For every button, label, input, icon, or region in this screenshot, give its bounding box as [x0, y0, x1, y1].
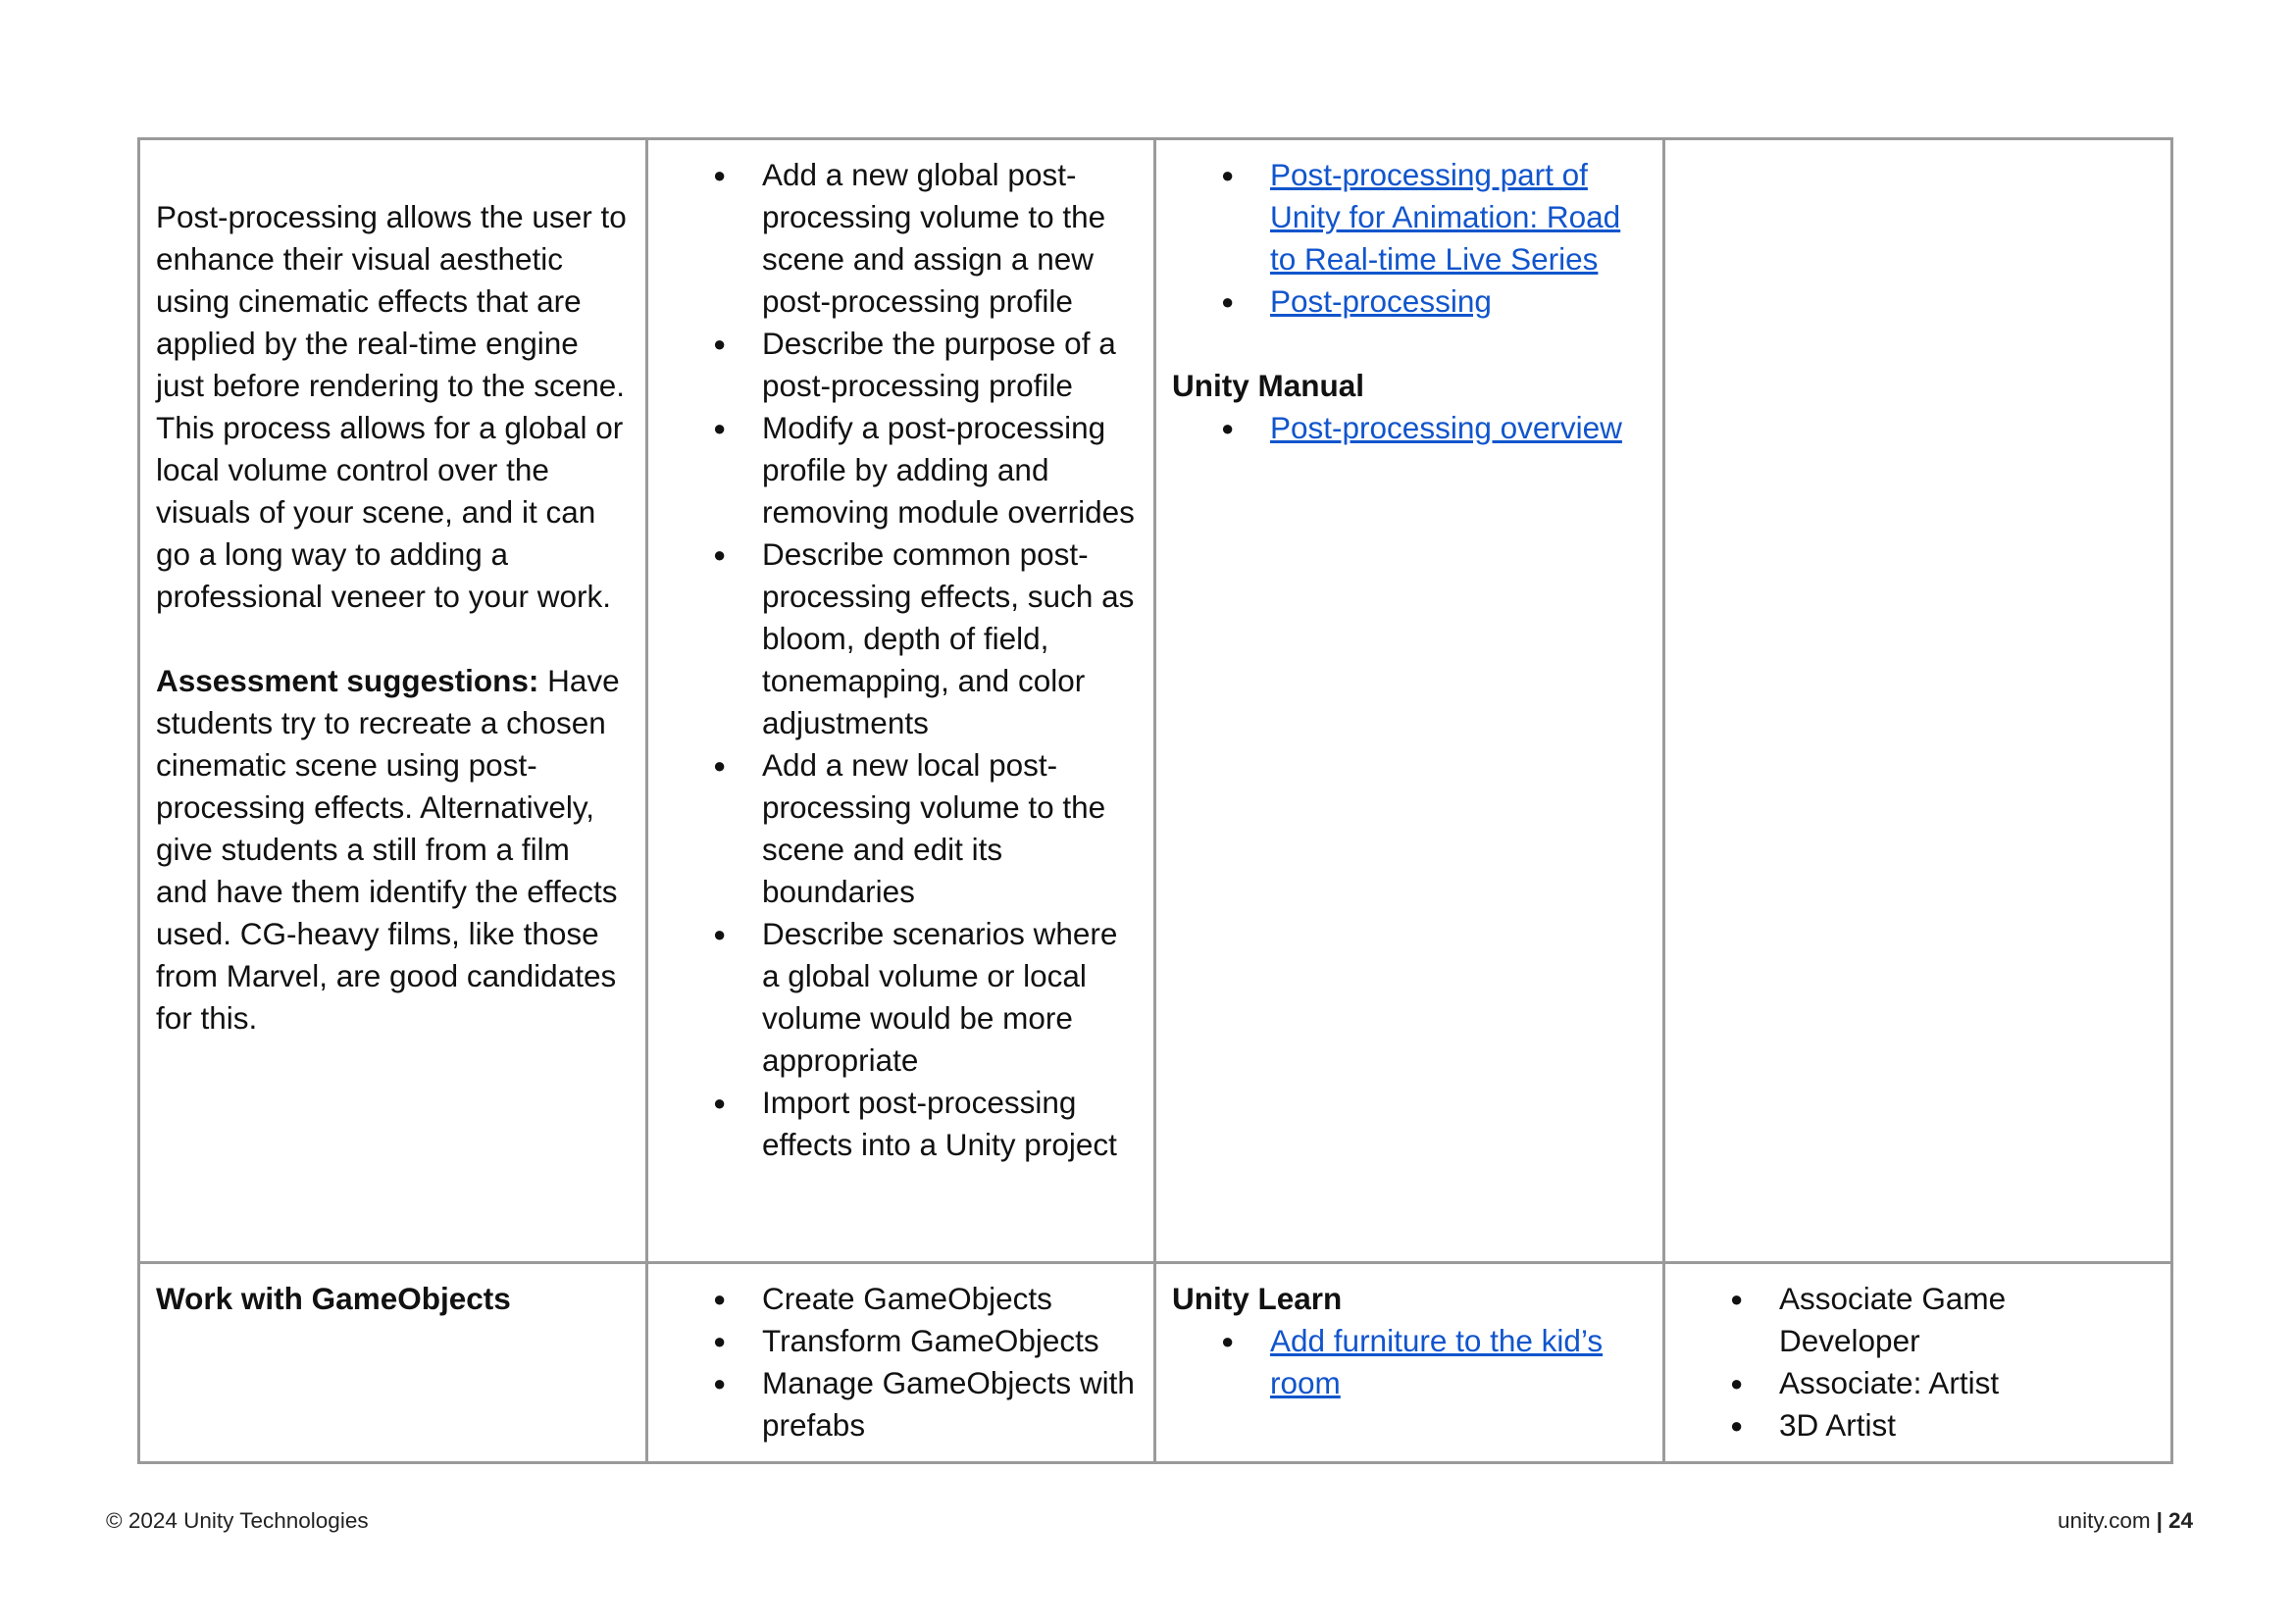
- bullet-icon: ●: [1221, 1329, 1235, 1353]
- list-item: ● Associate: Artist: [1681, 1362, 2155, 1404]
- footer-page-info: [2058, 1508, 2193, 1534]
- bullet-icon: ●: [1221, 416, 1235, 440]
- description-text: Post-processing allows the user to enhance their visual aesthetic using cinematic effects that are applied by the real-time engine just before rendering to the scene. This process allows for a global or local volume control over the visuals of your scene, and it can go a long way to adding a professional veneer to your work.: [156, 199, 627, 614]
- careers-cell: [1664, 139, 2172, 1263]
- bullet-icon: ●: [713, 753, 727, 778]
- resources-cell: [1155, 1263, 1664, 1463]
- link-post-processing-road-to-realtime[interactable]: Post-processing part of Unity for Animation: Road to Real-time Live Series: [1270, 157, 1621, 277]
- topic-cell: [139, 1263, 647, 1463]
- objectives-list: [664, 1278, 1138, 1446]
- footer-copyright: © 2024 Unity Technologies: [106, 1508, 369, 1533]
- assessment-text: Have students try to recreate a chosen cinematic scene using post-processing effects. Alternatively, give students a still from a film and have them identify the effects used. CG-heavy films, like those from Marvel, are good candidates for this.: [156, 663, 620, 1036]
- assessment-label: Assessment suggestions:: [156, 663, 539, 698]
- list-item: ● Describe common post-processing effects, such as bloom, depth of field, tonemapping, and color adjustments: [664, 533, 1138, 744]
- assessment-suggestions: [156, 660, 630, 1040]
- list-item: ● Transform GameObjects: [664, 1320, 1138, 1362]
- table-row: [139, 139, 2172, 1263]
- unity-learn-heading: Unity Learn: [1172, 1281, 1343, 1316]
- bullet-icon: ●: [1730, 1371, 1744, 1396]
- list-item: ● Manage GameObjects with prefabs: [664, 1362, 1138, 1446]
- unity-manual-heading: Unity Manual: [1172, 368, 1365, 403]
- bullet-icon: ●: [713, 1329, 727, 1353]
- list-item: [1172, 280, 1647, 323]
- careers-cell: [1664, 1263, 2172, 1463]
- list-item: ● Add a new local post-processing volume to the scene and edit its boundaries: [664, 744, 1138, 913]
- objectives-cell: [647, 1263, 1155, 1463]
- learn-links-list: [1172, 1320, 1647, 1404]
- list-item: ● Describe the purpose of a post-processing profile: [664, 323, 1138, 407]
- bullet-icon: ●: [713, 1091, 727, 1115]
- bullet-icon: ●: [1730, 1287, 1744, 1311]
- footer-site: unity.com: [2058, 1508, 2151, 1533]
- manual-links-list: [1172, 407, 1647, 449]
- list-item: ● Import post-processing effects into a Unity project: [664, 1082, 1138, 1166]
- bullet-icon: ●: [713, 922, 727, 946]
- careers-list: [1681, 1278, 2155, 1446]
- bullet-icon: ●: [1221, 289, 1235, 314]
- curriculum-table: [137, 137, 2173, 1464]
- list-item: ● Modify a post-processing profile by adding and removing module overrides: [664, 407, 1138, 533]
- page-number: 24: [2167, 1508, 2193, 1533]
- footer-separator: |: [2156, 1508, 2163, 1533]
- table-row: [139, 1263, 2172, 1463]
- list-item: ● Associate Game Developer: [1681, 1278, 2155, 1362]
- bullet-icon: ●: [713, 1287, 727, 1311]
- list-item: [1172, 407, 1647, 449]
- topic-title: Work with GameObjects: [156, 1281, 511, 1316]
- link-post-processing-overview[interactable]: Post-processing overview: [1270, 410, 1622, 445]
- list-item: ● Describe scenarios where a global volume or local volume would be more appropriate: [664, 913, 1138, 1082]
- bullet-icon: ●: [1730, 1413, 1744, 1438]
- bullet-icon: ●: [713, 163, 727, 187]
- bullet-icon: ●: [713, 331, 727, 356]
- link-add-furniture[interactable]: Add furniture to the kid’s room: [1270, 1323, 1604, 1400]
- resources-cell: [1155, 139, 1664, 1263]
- bullet-icon: ●: [1221, 163, 1235, 187]
- bullet-icon: ●: [713, 1371, 727, 1396]
- description-cell: [139, 139, 647, 1263]
- bullet-icon: ●: [713, 542, 727, 567]
- bullet-icon: ●: [713, 416, 727, 440]
- list-item: ● 3D Artist: [1681, 1404, 2155, 1446]
- list-item: [1172, 1320, 1647, 1404]
- list-item: [1172, 154, 1647, 280]
- objectives-list: [664, 154, 1138, 1166]
- list-item: ● Create GameObjects: [664, 1278, 1138, 1320]
- list-item: ● Add a new global post-processing volume to the scene and assign a new post-processing profile: [664, 154, 1138, 323]
- resource-links-list: [1172, 154, 1647, 323]
- objectives-cell: [647, 139, 1155, 1263]
- link-post-processing[interactable]: Post-processing: [1270, 283, 1492, 319]
